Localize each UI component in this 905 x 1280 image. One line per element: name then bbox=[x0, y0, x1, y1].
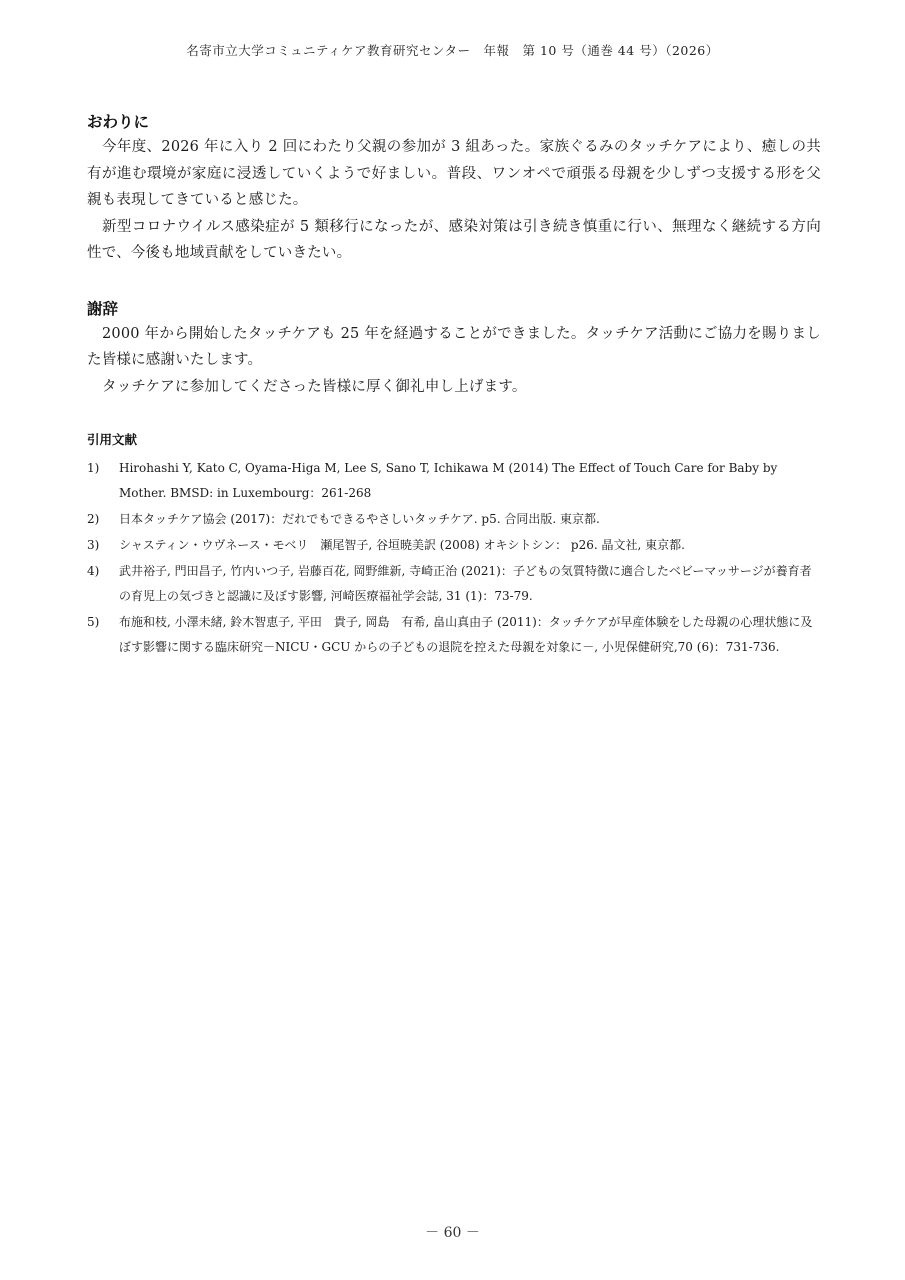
reference-item bbox=[87, 610, 821, 660]
paragraph: 新型コロナウイルス感染症が 5 類移行になったが、感染対策は引き続き慎重に行い、無理なく継続する方向性で、今後も地域貢献をしていきたい。 bbox=[87, 218, 821, 261]
reference-text: シャスティン・ウヴネース・モベリ 瀬尾智子, 谷垣暁美訳 (2008) オキシトシン： p26. 晶文社, 東京都. bbox=[119, 538, 685, 552]
reference-number: 2) bbox=[87, 512, 100, 526]
section-acknowledgements bbox=[87, 297, 821, 401]
paragraph: 2000 年から開始したタッチケアも 25 年を経過することができました。タッチケア活動にご協力を賜りました皆様に感謝いたします。 bbox=[87, 325, 821, 368]
reference-item bbox=[87, 533, 821, 558]
reference-text: Hirohashi Y, Kato C, Oyama-Higa M, Lee S, Sano T, Ichikawa M (2014) The Effect of Touch Care for Baby by Mother. BMSD: in Luxembourg：261-268 bbox=[119, 461, 778, 500]
reference-item bbox=[87, 507, 821, 532]
references-title: 引用文献 bbox=[87, 432, 138, 447]
reference-text: 武井裕子, 門田昌子, 竹内いつ子, 岩藤百花, 岡野維新, 寺崎正治 (2021)：子どもの気質特徴に適合したベビーマッサージが養育者の育児上の気づきと認識に及ぼす影響, 河崎医療福祉学会誌, 31 (1)：73-79. bbox=[119, 564, 812, 603]
paragraph: タッチケアに参加してくださった皆様に厚く御礼申し上げます。 bbox=[102, 378, 527, 395]
reference-number: 3) bbox=[87, 538, 100, 552]
main-content bbox=[87, 110, 821, 661]
reference-item bbox=[87, 559, 821, 609]
reference-number: 1) bbox=[87, 461, 100, 475]
section-closing bbox=[87, 110, 821, 267]
reference-list bbox=[87, 456, 821, 660]
running-header: 名寄市立大学コミュニティケア教育研究センター 年報 第 10 号（通巻 44 号）（2026） bbox=[186, 43, 719, 58]
paragraph: 今年度、2026 年に入り 2 回にわたり父親の参加が 3 組あった。家族ぐるみのタッチケアにより、癒しの共有が進む環境が家庭に浸透していくようで好ましい。普段、ワンオペで頑張る母親を少しずつ支援する形を父親も表現してきていると感じた。 bbox=[87, 139, 821, 208]
section-title-closing: おわりに bbox=[87, 113, 150, 131]
reference-number: 5) bbox=[87, 615, 100, 629]
references-section bbox=[87, 430, 821, 660]
reference-number: 4) bbox=[87, 564, 100, 578]
reference-item bbox=[87, 456, 821, 506]
reference-text: 日本タッチケア協会 (2017)：だれでもできるやさしいタッチケア. p5. 合同出版. 東京都. bbox=[119, 512, 600, 526]
reference-text: 布施和枝, 小澤未緒, 鈴木智恵子, 平田 貴子, 岡島 有希, 畠山真由子 (2011)：タッチケアが早産体験をした母親の心理状態に及ぼす影響に関する臨床研究－NICU・GCU からの子どもの退院を控えた母親を対象に－, 小児保健研究,70 (6)：731-736. bbox=[119, 615, 813, 654]
section-title-acknowledgements: 謝辞 bbox=[87, 299, 119, 318]
page-number: － 60 － bbox=[425, 1225, 480, 1241]
